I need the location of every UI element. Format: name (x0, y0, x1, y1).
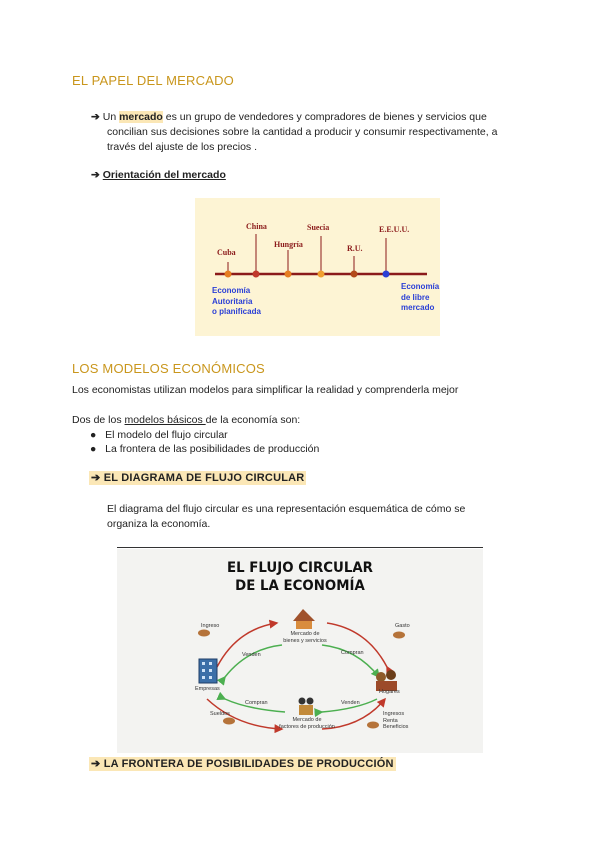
arrow-top-right (327, 623, 387, 667)
label-mercado-bienes: Mercado de bienes y servicios (283, 631, 327, 644)
bullet-dot-icon: ● (90, 429, 97, 441)
arrow-right-icon: ➔ (91, 169, 100, 181)
label-ingreso: Ingreso (201, 623, 220, 629)
label-empresas: Empresas (195, 686, 220, 692)
heading-frontera: ➔ LA FRONTERA DE POSIBILIDADES DE PRODUCCIÓN (91, 758, 394, 770)
label-compran-bottom: Compran (245, 700, 268, 706)
label-economia-libre: Economía de libre mercado (401, 282, 440, 312)
circular-flow-diagram (117, 549, 483, 753)
section-title-papel-mercado: EL PAPEL DEL MERCADO (72, 73, 234, 88)
diagram-title: EL FLUJO CIRCULAR DE LA ECONOMÍA (227, 560, 373, 594)
bullet-mercado: ➔ Un mercado es un grupo de vendedores y compradores de bienes y servicios que (91, 111, 487, 123)
label-economia-planificada: Economía Autoritaria o planificada (212, 286, 261, 316)
hogares-people-icon (376, 672, 386, 682)
coins-icon (393, 632, 405, 639)
arrow-right-icon: ➔ (91, 758, 101, 770)
label-venden-top: Venden (242, 652, 261, 658)
arrow-venden-top (225, 645, 282, 677)
desc-line1: El diagrama del flujo circular es una representación esquemática de cómo se (107, 503, 466, 515)
label-ingresos-right: Ingresos Renta Beneficios (383, 711, 409, 730)
arrow-right-icon: ➔ (91, 111, 100, 123)
bullet-orientacion: ➔ Orientación del mercado (91, 169, 226, 181)
bullet-dot-icon: ● (90, 443, 97, 455)
coins-icon (367, 722, 379, 729)
label-hungria: Hungría (274, 240, 303, 249)
mercado-bienes-icon (293, 609, 315, 621)
coins-icon (223, 718, 235, 725)
point-eeuu (383, 271, 390, 278)
label-mercado-factores: Mercado de factores de producción (279, 717, 335, 730)
models-intro: Dos de los modelos básicos de la economía son: (72, 414, 301, 426)
modelos-basicos-link: modelos básicos (124, 414, 206, 426)
point-ru (351, 271, 358, 278)
label-cuba: Cuba (217, 248, 236, 257)
heading-flujo-circular: ➔ EL DIAGRAMA DE FLUJO CIRCULAR (91, 472, 305, 484)
point-suecia (318, 271, 325, 278)
intro-text: Los economistas utilizan modelos para simplificar la realidad y comprenderla mejor (72, 384, 459, 396)
label-compran-top: Compran (341, 650, 364, 656)
point-china (253, 271, 260, 278)
list-item: ● El modelo del flujo circular (90, 429, 228, 441)
label-hogares: Hogares (379, 689, 400, 695)
bullet-mercado-line3: través del ajuste de los precios . (107, 141, 257, 153)
point-hungria (285, 271, 292, 278)
label-gasto: Gasto (395, 623, 410, 629)
term-mercado: mercado (119, 111, 163, 123)
empresas-building-icon (199, 659, 217, 683)
label-china: China (246, 222, 267, 231)
arrow-gasto-top-left (217, 623, 277, 667)
label-suecia: Suecia (307, 223, 330, 232)
label-venden-bottom: Venden (341, 700, 360, 706)
bullet-mercado-line2: concilian sus decisiones sobre la cantidad a producir y consumir respectivamente, a (107, 126, 498, 138)
coins-icon (198, 630, 210, 637)
mercado-factores-icon (299, 698, 306, 705)
section-title-modelos: LOS MODELOS ECONÓMICOS (72, 361, 265, 376)
desc-line2: organiza la economía. (107, 518, 211, 530)
market-orientation-scale (195, 198, 440, 336)
list-item: ● La frontera de las posibilidades de producción (90, 443, 320, 455)
point-cuba (225, 271, 232, 278)
label-sueldos: Sueldos (210, 711, 230, 717)
label-ru: R.U. (347, 244, 363, 253)
arrow-right-icon: ➔ (91, 472, 101, 484)
label-eeuu: E.E.U.U. (379, 225, 410, 234)
diagram-top-rule (117, 547, 483, 548)
